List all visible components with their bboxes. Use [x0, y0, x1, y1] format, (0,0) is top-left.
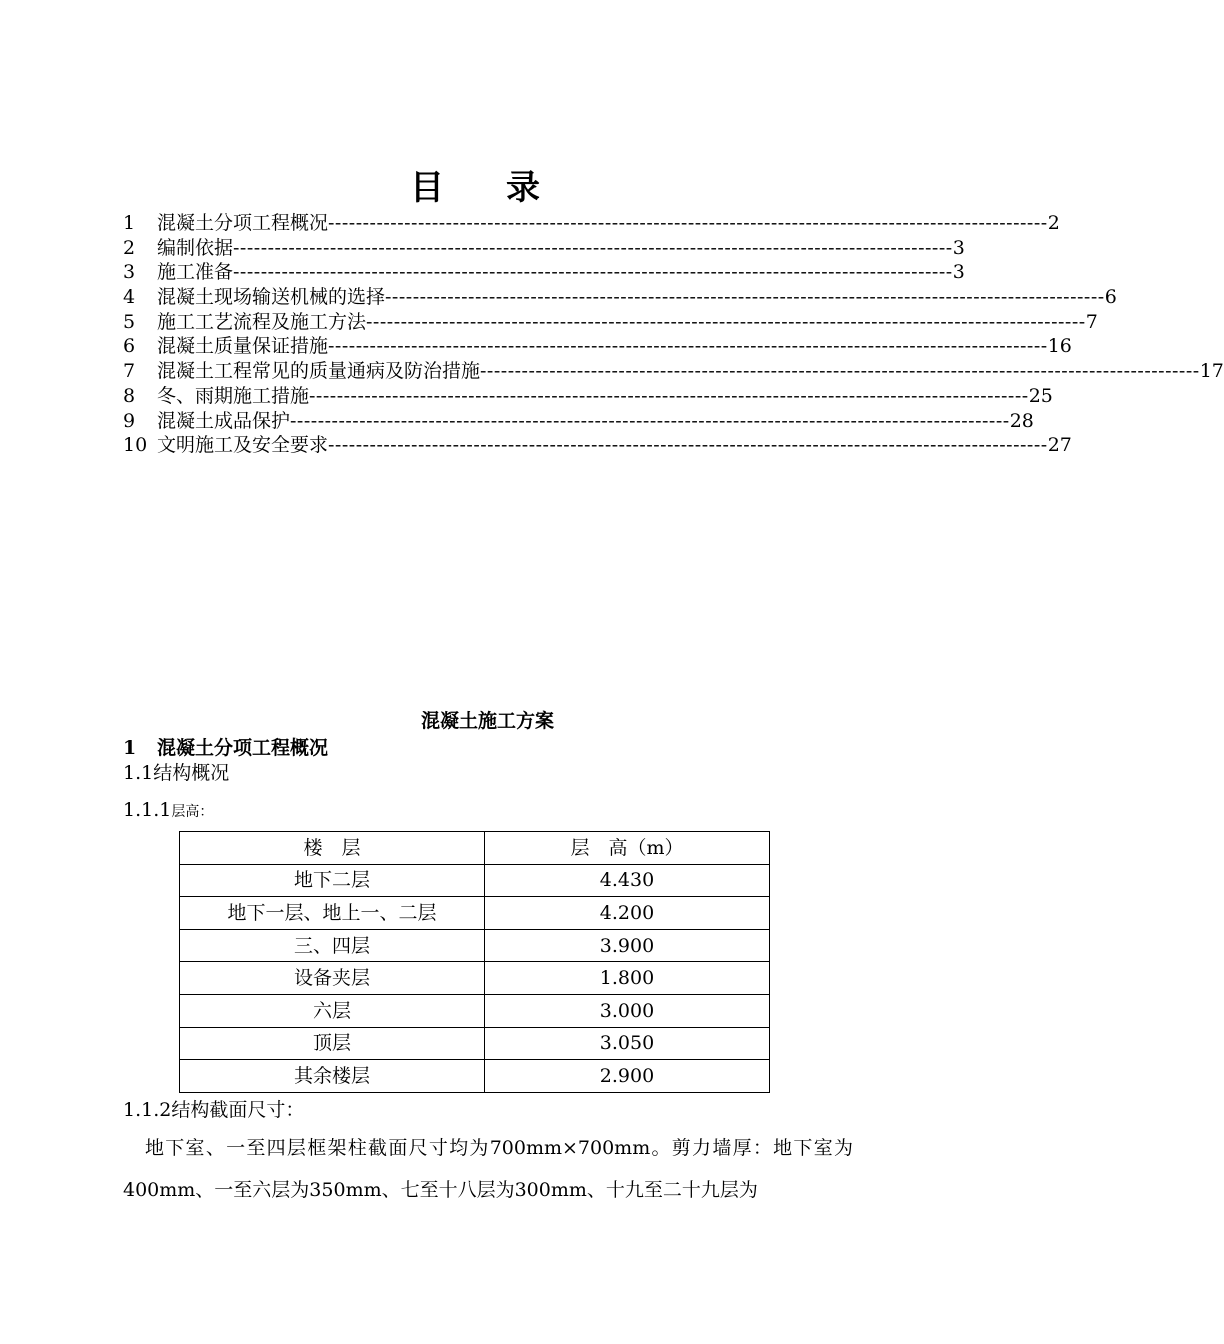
toc-item-page: 6: [1104, 286, 1117, 309]
subsubsection-heading: [123, 797, 213, 825]
toc-item-title: 混凝土工程常见的质量通病及防治措施: [157, 360, 481, 383]
toc-item-title: 施工工艺流程及施工方法: [157, 310, 367, 333]
table-cell: 1.800: [485, 962, 770, 995]
table-cell: 三、四层: [180, 929, 485, 962]
floor-height-table: [179, 831, 770, 1093]
toc-item-page: 3: [952, 261, 965, 284]
table-cell: 其余楼层: [180, 1060, 485, 1093]
toc-item-page: 7: [1085, 310, 1098, 333]
table-cell: 地下二层: [180, 864, 485, 897]
toc-item[interactable]: [123, 409, 1034, 434]
table-cell: 2.900: [485, 1060, 770, 1093]
toc-item-number: 8: [123, 384, 136, 407]
toc-title: [0, 166, 950, 210]
toc-item-title: 混凝土质量保证措施: [157, 335, 329, 358]
toc-item[interactable]: [123, 260, 965, 285]
section-title: 混凝土分项工程概况: [157, 737, 329, 759]
table-cell: 地下一层、地上一、二层: [180, 897, 485, 930]
toc-item-number: 1: [123, 212, 136, 234]
toc-item-page: 3: [952, 236, 965, 259]
table-cell: 3.900: [485, 929, 770, 962]
toc-item[interactable]: [123, 310, 1098, 335]
toc-item[interactable]: [123, 433, 1072, 458]
toc-item-number: 6: [123, 335, 136, 358]
table-row: [180, 1060, 770, 1093]
table-cell: 六层: [180, 994, 485, 1027]
subsubsection-heading: 1.1.2结构截面尺寸：: [123, 1099, 305, 1121]
table-cell: 3.000: [485, 994, 770, 1027]
subsubsection-label: 层高：: [171, 804, 214, 820]
toc-title-char: 录: [506, 168, 540, 208]
toc-item-page: 27: [1047, 434, 1072, 457]
toc-item-page: 25: [1028, 384, 1053, 407]
table-header-cell: 楼 层: [180, 832, 485, 865]
table-row: [180, 962, 770, 995]
toc-item-title: 施工准备: [157, 261, 234, 284]
toc-item-title: 编制依据: [157, 236, 234, 259]
toc-item-number: 10: [123, 434, 148, 457]
toc-item-page: 16: [1047, 335, 1072, 358]
table-header-row: [180, 832, 770, 865]
toc-item-number: 2: [123, 236, 136, 259]
toc-item-page: 28: [1009, 409, 1034, 432]
toc-title-char: 目: [410, 168, 444, 208]
toc-leader: --------------------------------------------------------------------------------------------------------: [309, 384, 1029, 407]
toc-item-page: 2: [1047, 212, 1060, 234]
table-cell: 4.430: [485, 864, 770, 897]
toc-item[interactable]: [123, 384, 1053, 409]
toc-leader: --------------------------------------------------------------------------------------------------------: [233, 236, 953, 259]
toc-item-title: 混凝土成品保护: [157, 409, 291, 432]
table-row: [180, 929, 770, 962]
toc-item-number: 4: [123, 286, 136, 309]
toc-item-title: 冬、雨期施工措施: [157, 384, 310, 407]
toc-item-number: 5: [123, 310, 136, 333]
toc-item[interactable]: [123, 236, 965, 261]
toc-item-page: 17: [1199, 360, 1224, 383]
subsection-heading: 1.1结构概况: [123, 762, 230, 784]
table-row: [180, 864, 770, 897]
toc-leader: --------------------------------------------------------------------------------------------------------: [233, 261, 953, 284]
table-of-contents: [123, 211, 1224, 458]
section-number: 1: [123, 737, 137, 759]
table-cell: 顶层: [180, 1027, 485, 1060]
toc-item[interactable]: [123, 285, 1117, 310]
table-row: [180, 897, 770, 930]
toc-leader: --------------------------------------------------------------------------------------------------------: [480, 360, 1200, 383]
table-row: [180, 994, 770, 1027]
toc-item[interactable]: [123, 211, 1060, 236]
toc-item-title: 混凝土分项工程概况: [157, 212, 329, 234]
table-header-cell: 层 高（m）: [485, 832, 770, 865]
toc-leader: --------------------------------------------------------------------------------------------------------: [290, 409, 1010, 432]
toc-leader: --------------------------------------------------------------------------------------------------------: [328, 434, 1048, 457]
section-heading: [123, 735, 328, 761]
table-cell: 设备夹层: [180, 962, 485, 995]
body-paragraph: 地下室、一至四层框架柱截面尺寸均为700mm×700mm。剪力墙厚：地下室为400mm、一至六层为350mm、七至十八层为300mm、十九至二十九层为: [123, 1137, 853, 1201]
table-cell: 4.200: [485, 897, 770, 930]
toc-item-number: 7: [123, 360, 136, 383]
toc-item-title: 文明施工及安全要求: [157, 434, 329, 457]
toc-item[interactable]: [123, 359, 1224, 384]
toc-item-number: 3: [123, 261, 136, 284]
subsubsection-number: 1.1.1: [123, 799, 172, 821]
toc-item[interactable]: [123, 334, 1072, 359]
toc-leader: --------------------------------------------------------------------------------------------------------: [328, 335, 1048, 358]
toc-item-title: 混凝土现场输送机械的选择: [157, 286, 386, 309]
toc-leader: --------------------------------------------------------------------------------------------------------: [385, 286, 1105, 309]
document-title: 混凝土施工方案: [420, 710, 554, 732]
table-cell: 3.050: [485, 1027, 770, 1060]
toc-item-number: 9: [123, 409, 136, 432]
toc-leader: --------------------------------------------------------------------------------------------------------: [328, 212, 1048, 234]
toc-leader: --------------------------------------------------------------------------------------------------------: [366, 310, 1086, 333]
table-row: [180, 1027, 770, 1060]
